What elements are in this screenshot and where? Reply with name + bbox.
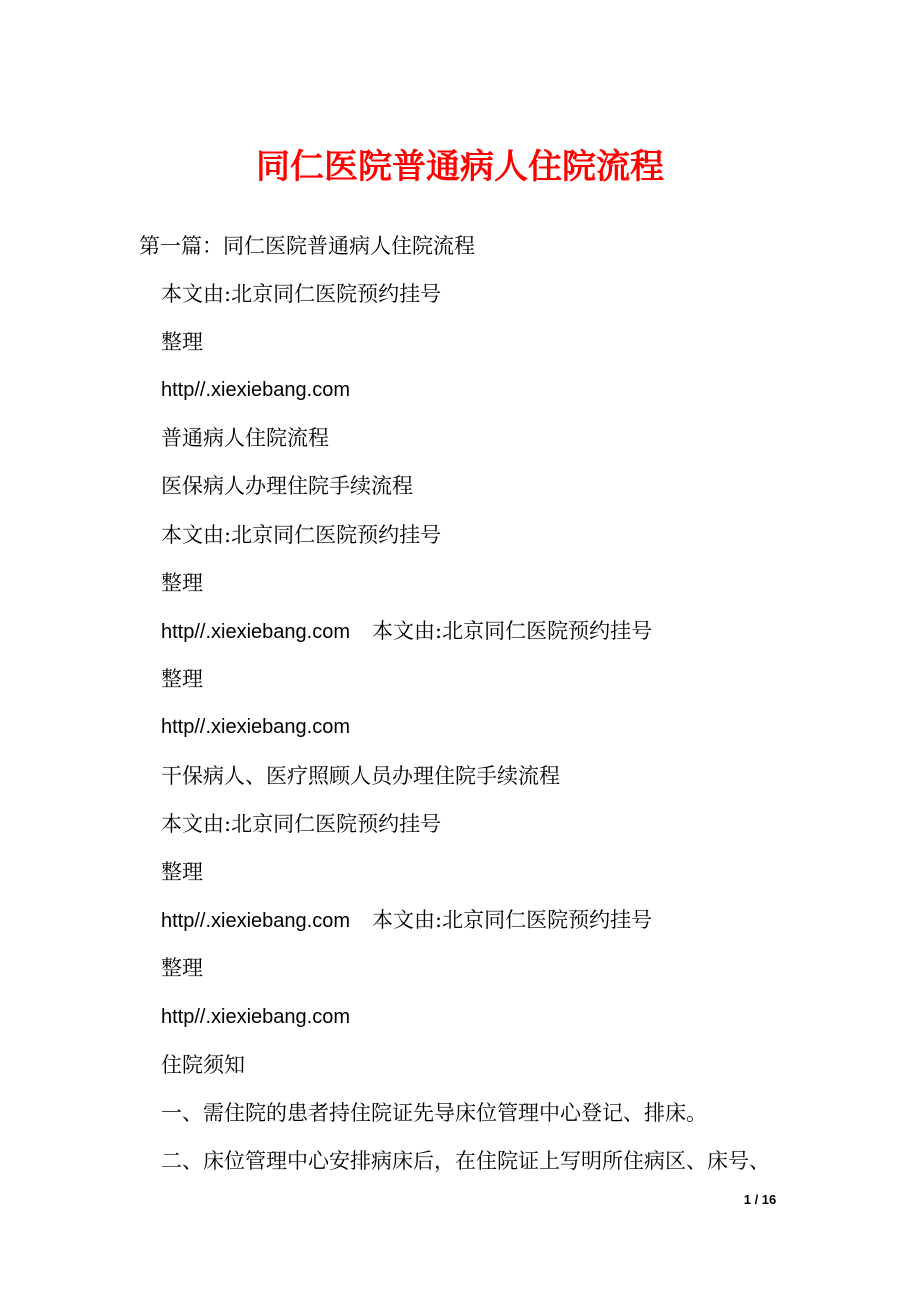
text-line: 二、床位管理中心安排病床后，在住院证上写明所住病区、床号、 (161, 1149, 770, 1173)
url-link[interactable]: http//.xiexiebang.com (161, 1006, 350, 1028)
text-line: 整理 (161, 956, 203, 980)
text-line: 整理 (161, 330, 203, 354)
text-line: 医保病人办理住院手续流程 (161, 474, 413, 498)
text-fragment: 本文由:北京同仁医院预约挂号 (372, 908, 653, 932)
document-title: 同仁医院普通病人住院流程 (256, 147, 664, 187)
text-line-combined (161, 607, 652, 656)
text-fragment: 本文由:北京同仁医院预约挂号 (372, 619, 653, 643)
text-line: 本文由:北京同仁医院预约挂号 (161, 812, 442, 836)
page-number: 1 / 16 (743, 1192, 777, 1207)
section-heading: 第一篇：同仁医院普通病人住院流程 (139, 234, 475, 258)
text-line: 整理 (161, 571, 203, 595)
text-line: 一、需住院的患者持住院证先导床位管理中心登记、排床。 (161, 1101, 707, 1125)
url-link[interactable]: http//.xiexiebang.com (161, 621, 350, 643)
url-link[interactable]: http//.xiexiebang.com (161, 716, 350, 738)
text-line-combined (161, 896, 652, 945)
text-line: 整理 (161, 667, 203, 691)
url-link[interactable]: http//.xiexiebang.com (161, 910, 350, 932)
text-line: 住院须知 (161, 1053, 245, 1077)
text-line: 干保病人、医疗照顾人员办理住院手续流程 (161, 764, 560, 788)
text-line: 整理 (161, 860, 203, 884)
text-line: 本文由:北京同仁医院预约挂号 (161, 282, 442, 306)
text-line: 普通病人住院流程 (161, 426, 329, 450)
text-line: 本文由:北京同仁医院预约挂号 (161, 523, 442, 547)
url-link[interactable]: http//.xiexiebang.com (161, 379, 350, 401)
